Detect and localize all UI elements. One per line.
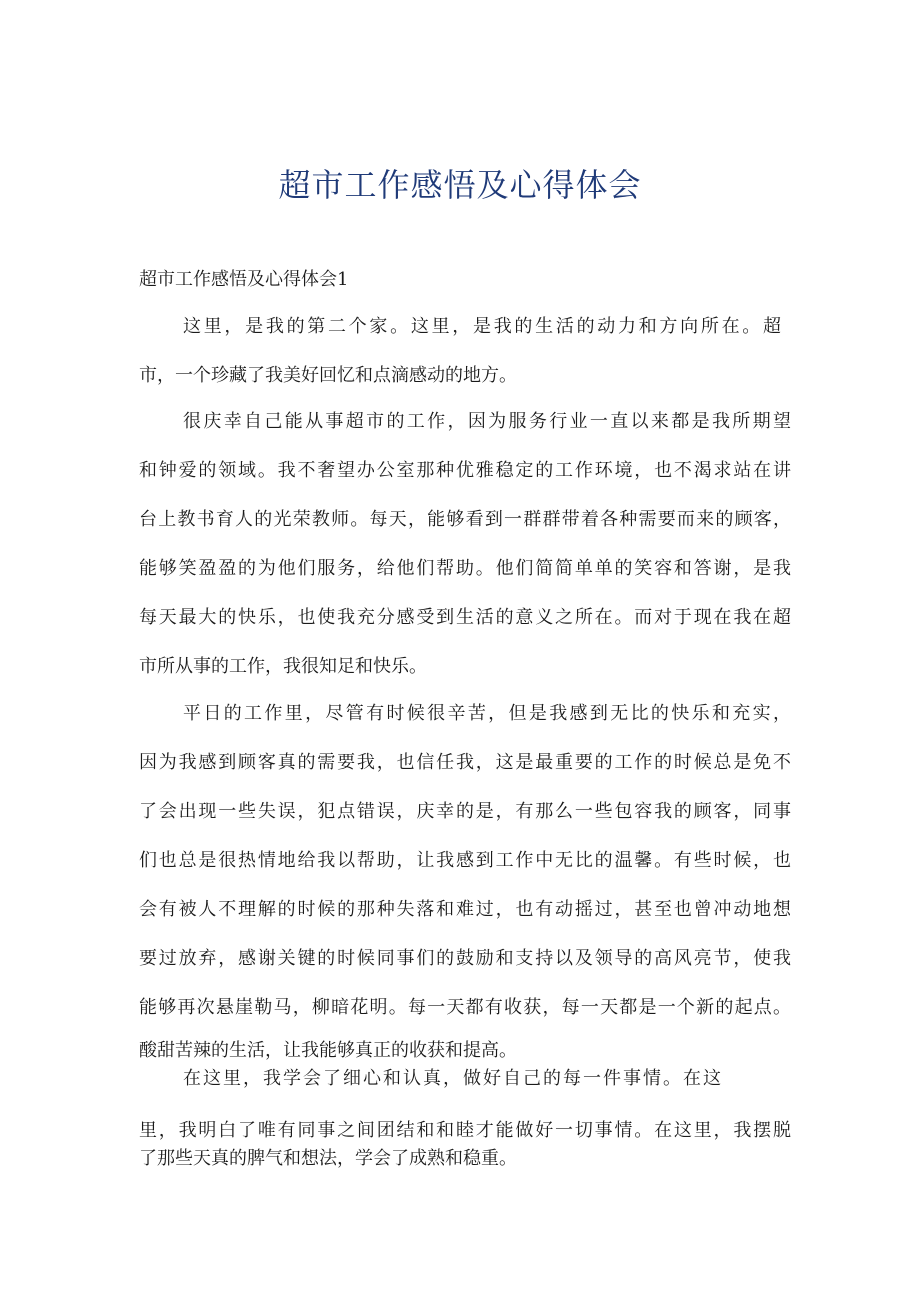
paragraph-line: 能够再次悬崖勒马，柳暗花明。每一天都有收获，每一天都是一个新的起点。 bbox=[139, 997, 791, 1018]
paragraph-line: 很庆幸自己能从事超市的工作，因为服务行业一直以来都是我所期望 bbox=[183, 411, 791, 432]
paragraph-1 bbox=[139, 302, 791, 400]
document-title: 超市工作感悟及心得体会 bbox=[278, 166, 642, 204]
paragraph-line: 市，一个珍藏了我美好回忆和点滴感动的地方。 bbox=[139, 365, 517, 386]
paragraph-line: 市所从事的工作，我很知足和快乐。 bbox=[139, 656, 427, 677]
paragraph-4 bbox=[139, 1054, 791, 1177]
paragraph-line: 能够笑盈盈的为他们服务，给他们帮助。他们简简单单的笑容和答谢，是我 bbox=[139, 558, 791, 579]
section-heading: 超市工作感悟及心得体会1 bbox=[139, 269, 349, 290]
paragraph-line: 里，我明白了唯有同事之间团结和和睦才能做好一切事情。在这里，我摆脱 bbox=[139, 1120, 791, 1141]
paragraph-2 bbox=[139, 397, 791, 691]
paragraph-line: 要过放弃，感谢关键的时候同事们的鼓励和支持以及领导的高风亮节，使我 bbox=[139, 948, 791, 969]
paragraph-line: 了那些天真的脾气和想法，学会了成熟和稳重。 bbox=[139, 1148, 517, 1169]
paragraph-line: 每天最大的快乐，也使我充分感受到生活的意义之所在。而对于现在我在超 bbox=[139, 607, 791, 628]
paragraph-line: 因为我感到顾客真的需要我，也信任我，这是最重要的工作的时候总是免不 bbox=[139, 752, 791, 773]
paragraph-line: 平日的工作里，尽管有时候很辛苦，但是我感到无比的快乐和充实， bbox=[183, 703, 791, 724]
paragraph-line: 和钟爱的领域。我不奢望办公室那种优雅稳定的工作环境，也不渴求站在讲 bbox=[139, 460, 791, 481]
paragraph-line: 们也总是很热情地给我以帮助，让我感到工作中无比的温馨。有些时候，也 bbox=[139, 850, 791, 871]
paragraph-3 bbox=[139, 689, 791, 1070]
paragraph-line: 会有被人不理解的时候的那种失落和难过，也有动摇过，甚至也曾冲动地想 bbox=[139, 899, 791, 920]
paragraph-line: 在这里，我学会了细心和认真，做好自己的每一件事情。在这 bbox=[183, 1068, 721, 1089]
paragraph-line: 了会出现一些失误，犯点错误，庆幸的是，有那么一些包容我的顾客，同事 bbox=[139, 801, 791, 822]
paragraph-line: 酸甜苦辣的生活，让我能够真正的收获和提高。 bbox=[139, 1040, 517, 1061]
paragraph-line: 这里，是我的第二个家。这里，是我的生活的动力和方向所在。超 bbox=[183, 316, 781, 337]
paragraph-line: 台上教书育人的光荣教师。每天，能够看到一群群带着各种需要而来的顾客， bbox=[139, 509, 791, 530]
